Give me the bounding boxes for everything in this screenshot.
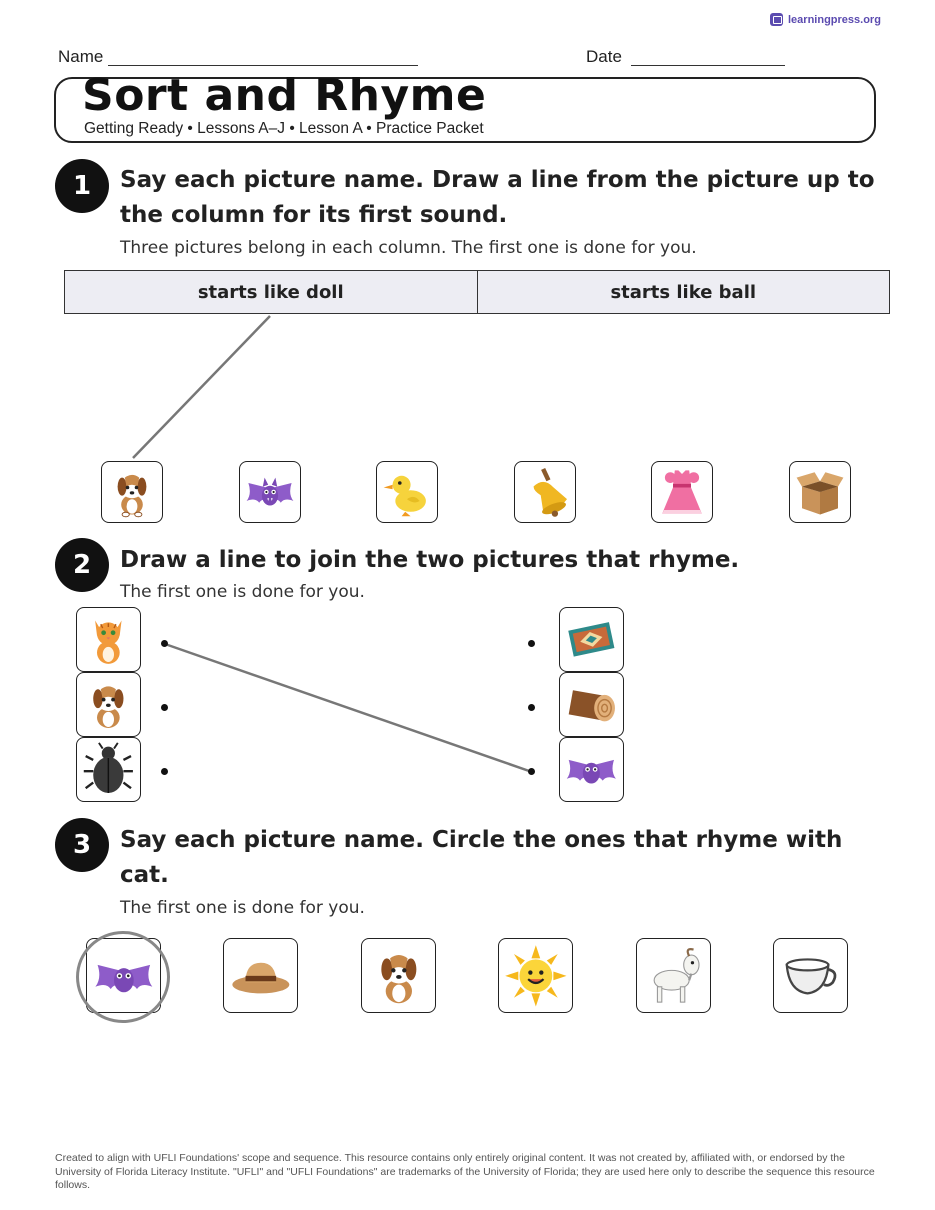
dress-icon: [655, 465, 709, 519]
picture-log[interactable]: [559, 672, 624, 737]
picture-dog-2[interactable]: [76, 672, 141, 737]
goat-icon: [641, 943, 707, 1009]
dog-icon: [80, 676, 137, 733]
bell-icon: [518, 465, 572, 519]
date-label: Date: [586, 47, 622, 66]
duck-icon: [380, 465, 434, 519]
section-1-number: 1: [55, 159, 109, 213]
section-2-number: 2: [55, 538, 109, 592]
cat-icon: [80, 611, 137, 668]
picture-rug[interactable]: [559, 607, 624, 672]
section-3-heading-line1: Say each picture name. Circle the ones that rhyme with: [120, 827, 843, 853]
picture-cup[interactable]: [773, 938, 848, 1013]
picture-dog[interactable]: [101, 461, 163, 523]
right-dot-2[interactable]: [528, 704, 535, 711]
section-3-heading-line2: cat.: [120, 862, 169, 888]
hat-icon: [228, 943, 294, 1009]
page-title: Sort and Rhyme: [82, 70, 487, 121]
picture-bug[interactable]: [76, 737, 141, 802]
picture-bat[interactable]: [239, 461, 301, 523]
section-2-heading: Draw a line to join the two pictures that rhyme.: [120, 547, 740, 573]
section-1-heading-line2: the column for its first sound.: [120, 202, 508, 228]
section-3-instruction: The first one is done for you.: [120, 898, 365, 918]
log-icon: [563, 676, 620, 733]
right-dot-1[interactable]: [528, 640, 535, 647]
picture-dog-3[interactable]: [361, 938, 436, 1013]
section-2-instruction: The first one is done for you.: [120, 582, 365, 602]
section-1-heading-line1: Say each picture name. Draw a line from the picture up to: [120, 167, 875, 193]
dog-icon: [366, 943, 432, 1009]
picture-hat[interactable]: [223, 938, 298, 1013]
bat-icon: [243, 465, 297, 519]
example-line-section1: [133, 316, 270, 458]
cup-icon: [778, 943, 844, 1009]
left-dot-2[interactable]: [161, 704, 168, 711]
picture-bat-2[interactable]: [559, 737, 624, 802]
picture-cat[interactable]: [76, 607, 141, 672]
picture-goat[interactable]: [636, 938, 711, 1013]
example-circle: [76, 931, 170, 1023]
footer-disclaimer: Created to align with UFLI Foundations' scope and sequence. This resource contains only entirely original content. It was not created by, affiliated with, or endorsed by the University of Florida Literacy Institute. "UFLI" and "UFLI Foundations" are trademarks of the University of Florida; they are used here only to describe the sequence this resource follows.: [55, 1152, 875, 1191]
box-icon: [793, 465, 847, 519]
name-label: Name: [58, 47, 104, 66]
picture-box[interactable]: [789, 461, 851, 523]
bat-icon: [563, 741, 620, 798]
picture-duck[interactable]: [376, 461, 438, 523]
example-line-section2: [165, 644, 532, 772]
bug-icon: [80, 741, 137, 798]
section-1-instruction: Three pictures belong in each column. The first one is done for you.: [120, 238, 697, 258]
picture-bell[interactable]: [514, 461, 576, 523]
picture-sun[interactable]: [498, 938, 573, 1013]
brand-text: learningpress.org: [788, 13, 881, 26]
sun-icon: [503, 943, 569, 1009]
left-dot-1[interactable]: [161, 640, 168, 647]
page-subtitle: Getting Ready • Lessons A–J • Lesson A • Practice Packet: [84, 120, 484, 137]
column-ball[interactable]: starts like ball: [477, 271, 890, 313]
picture-dress[interactable]: [651, 461, 713, 523]
section-3-number: 3: [55, 818, 109, 872]
right-dot-3[interactable]: [528, 768, 535, 775]
dog-icon: [105, 465, 159, 519]
left-dot-3[interactable]: [161, 768, 168, 775]
rug-icon: [563, 611, 620, 668]
column-doll[interactable]: starts like doll: [197, 281, 344, 303]
